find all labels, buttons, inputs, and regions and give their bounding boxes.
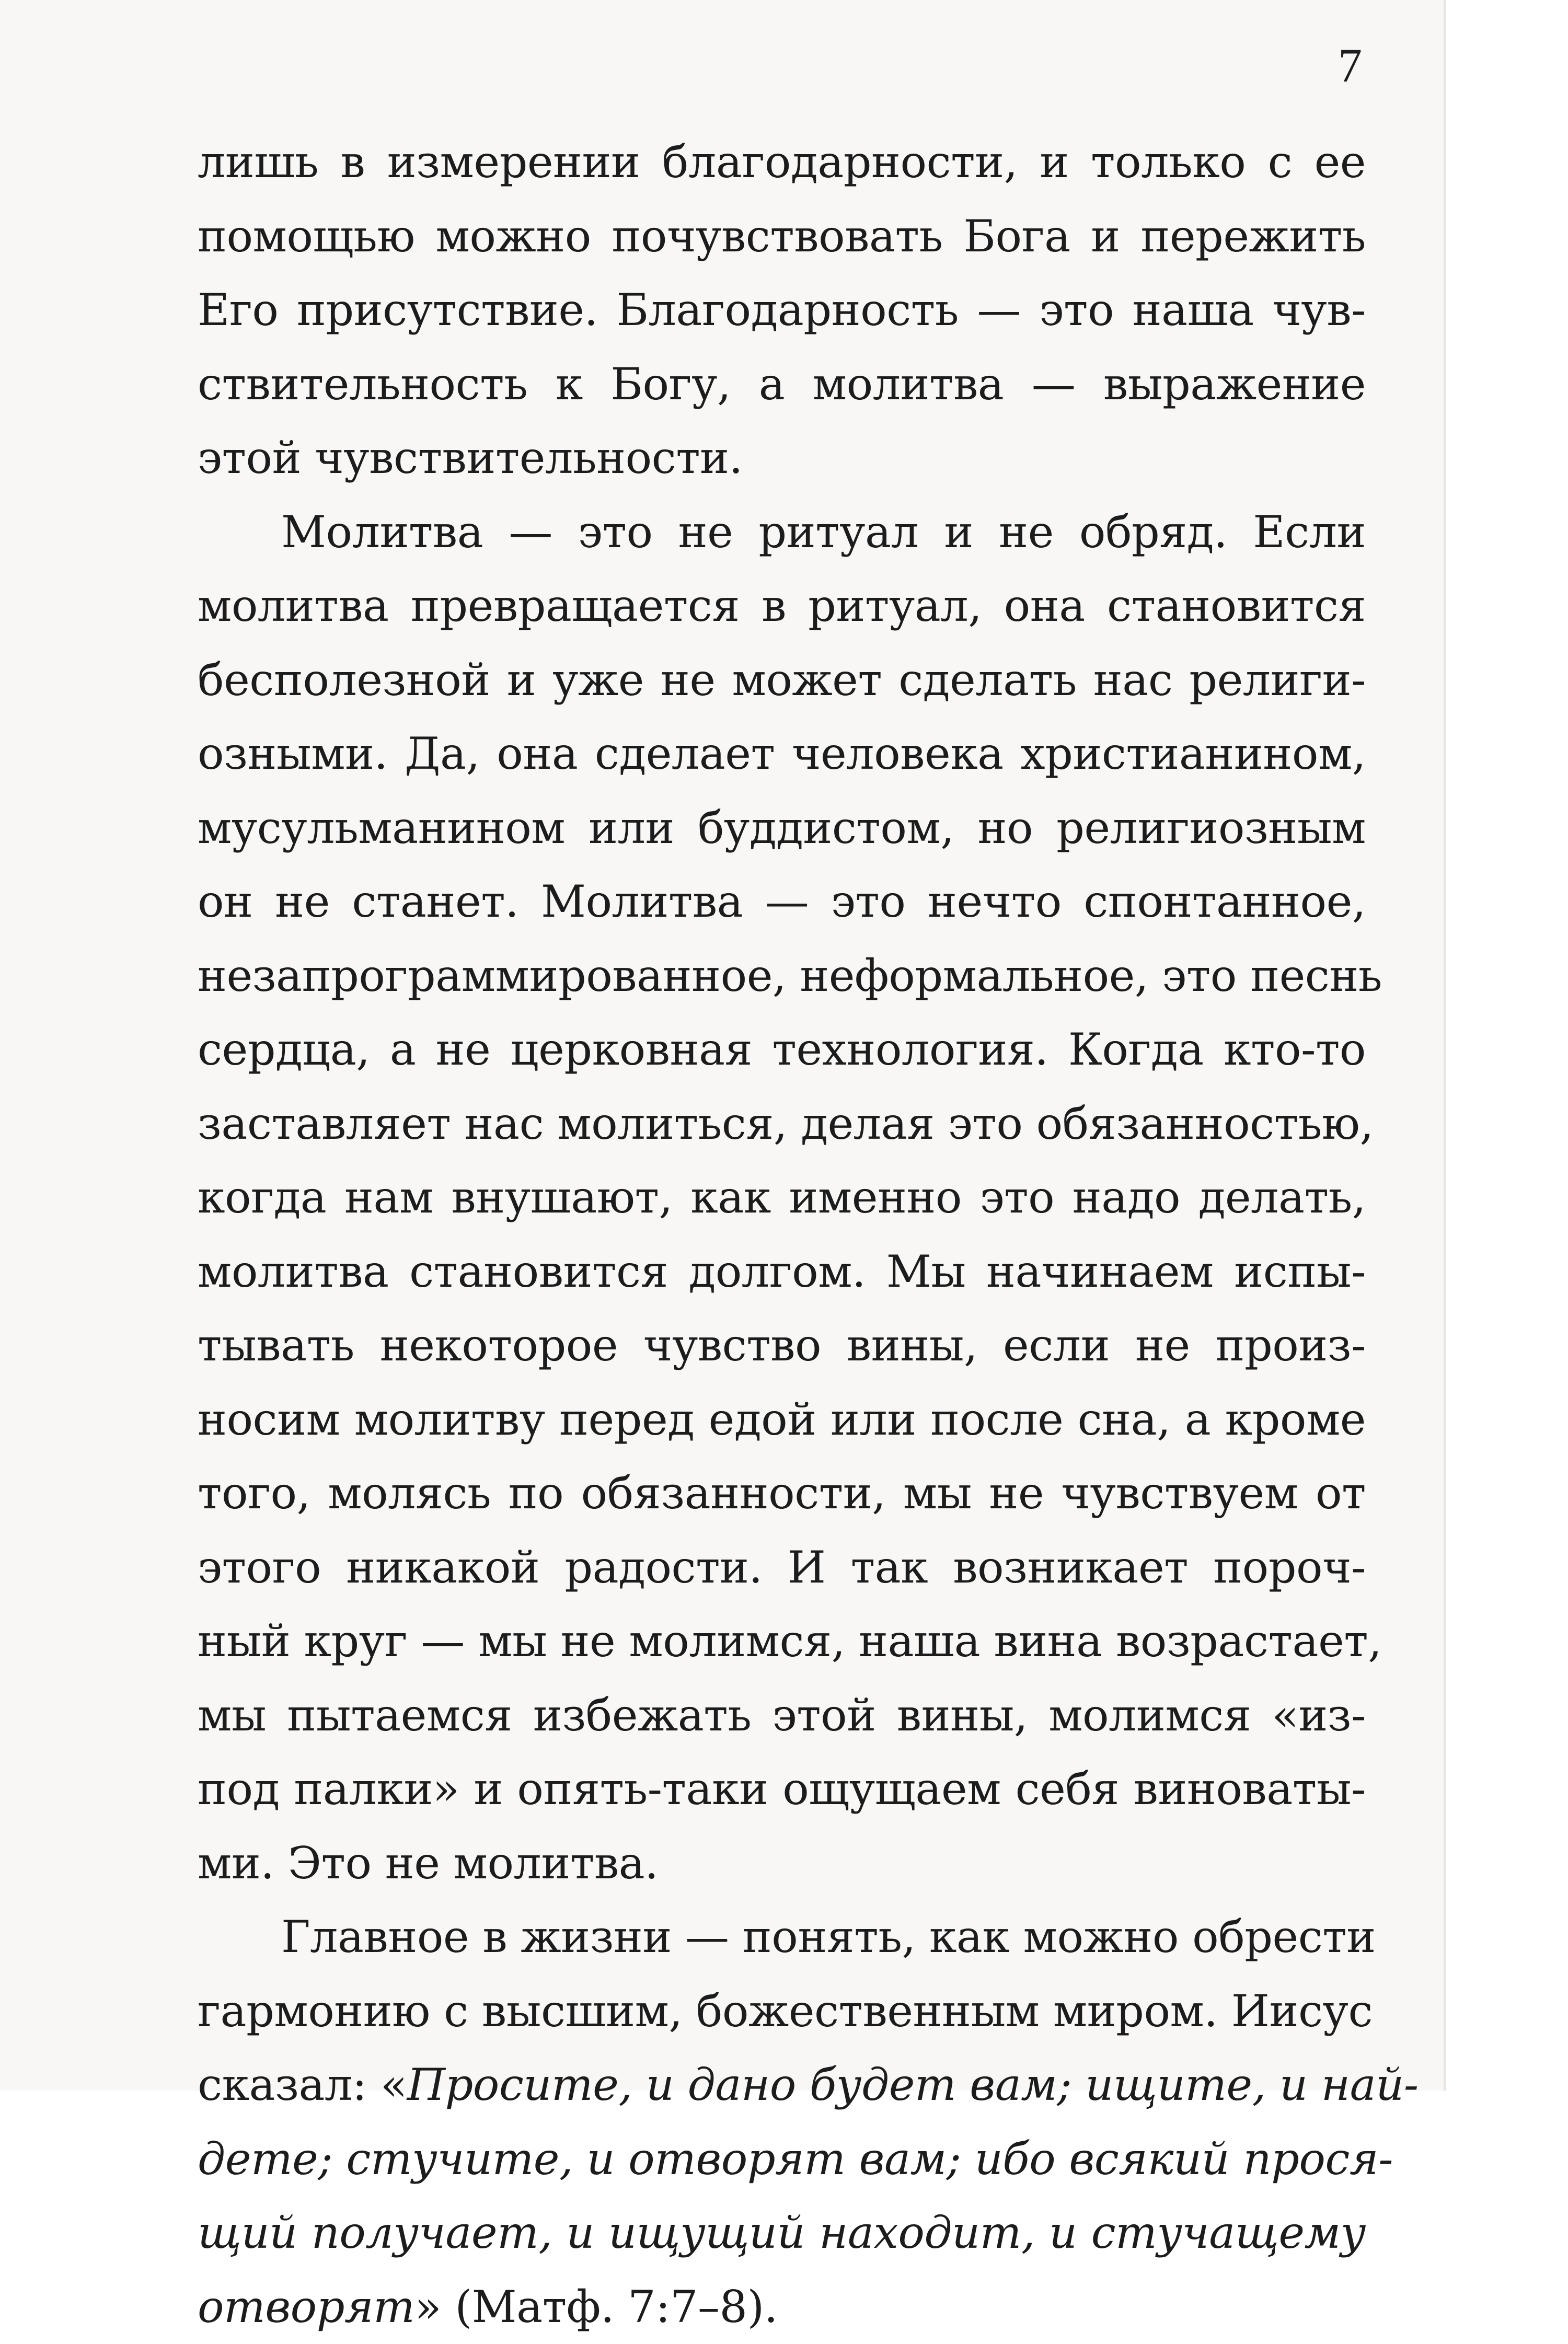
text-line: мы пытаемся избежать этой вины, молимся «из- [198,1679,1366,1753]
text-line: под палки» и опять-таки ощущаем себя виноваты- [198,1752,1366,1827]
text-line: мусульманином или буддистом, но религиозным [198,791,1366,865]
text-segment: » (Матф. 7:7–8). [414,2281,778,2333]
text-line: тывать некоторое чувство вины, если не произ- [198,1309,1366,1383]
text-line: Главное в жизни — понять, как можно обрести [198,1900,1366,1974]
text-segment: сказал: « [198,2059,407,2110]
page-number: 7 [1338,29,1362,102]
text-line [198,2122,1366,2197]
text-line: незапрограммированное, неформальное, это песнь [198,939,1366,1013]
text-line: помощью можно почувствовать Бога и пережить [198,200,1366,274]
page-edge [1444,0,1446,2091]
text-line: лишь в измерении благодарности, и только с ее [198,125,1366,200]
quote-segment: отворят [198,2281,414,2333]
text-line: этого никакой радости. И так возникает пороч- [198,1531,1366,1605]
text-line: ный круг — мы не молимся, наша вина возрастает, [198,1604,1366,1679]
text-line: молитва становится долгом. Мы начинаем испы- [198,1235,1366,1309]
quote-segment: Просите, и дано будет вам; ищите, и най- [407,2059,1419,2110]
text-line: заставляет нас молиться, делая это обязанностью, [198,1087,1366,1161]
text-line: когда нам внушают, как именно это надо делать, [198,1161,1366,1235]
quote-segment: щий получает, и ищущий находит, и стучащему [198,2207,1366,2258]
text-line: этой чувствительности. [198,421,1366,495]
body-text [198,125,1366,2344]
text-line: носим молитву перед едой или после сна, а кроме [198,1383,1366,1457]
text-line: ствительность к Богу, а молитва — выражение [198,348,1366,422]
text-line: озными. Да, она сделает человека христианином, [198,717,1366,791]
text-line: Молитва — это не ритуал и не обряд. Если [198,495,1366,570]
text-line: сердца, а не церковная технология. Когда кто-то [198,1013,1366,1087]
text-line: он не станет. Молитва — это нечто спонтанное, [198,865,1366,939]
text-line: ми. Это не молитва. [198,1827,1366,1901]
text-line: того, молясь по обязанности, мы не чувствуем от [198,1457,1366,1531]
text-line: молитва превращается в ритуал, она становится [198,569,1366,643]
text-line [198,2270,1366,2344]
text-line: Его присутствие. Благодарность — это наша чув- [198,273,1366,348]
text-line: бесполезной и уже не может сделать нас религи- [198,643,1366,718]
text-line [198,2048,1366,2122]
quote-segment: дете; стучите, и отворят вам; ибо всякий прося- [198,2133,1393,2185]
text-line [198,2196,1366,2270]
text-line: гармонию с высшим, божественным миром. Иисус [198,1974,1366,2049]
